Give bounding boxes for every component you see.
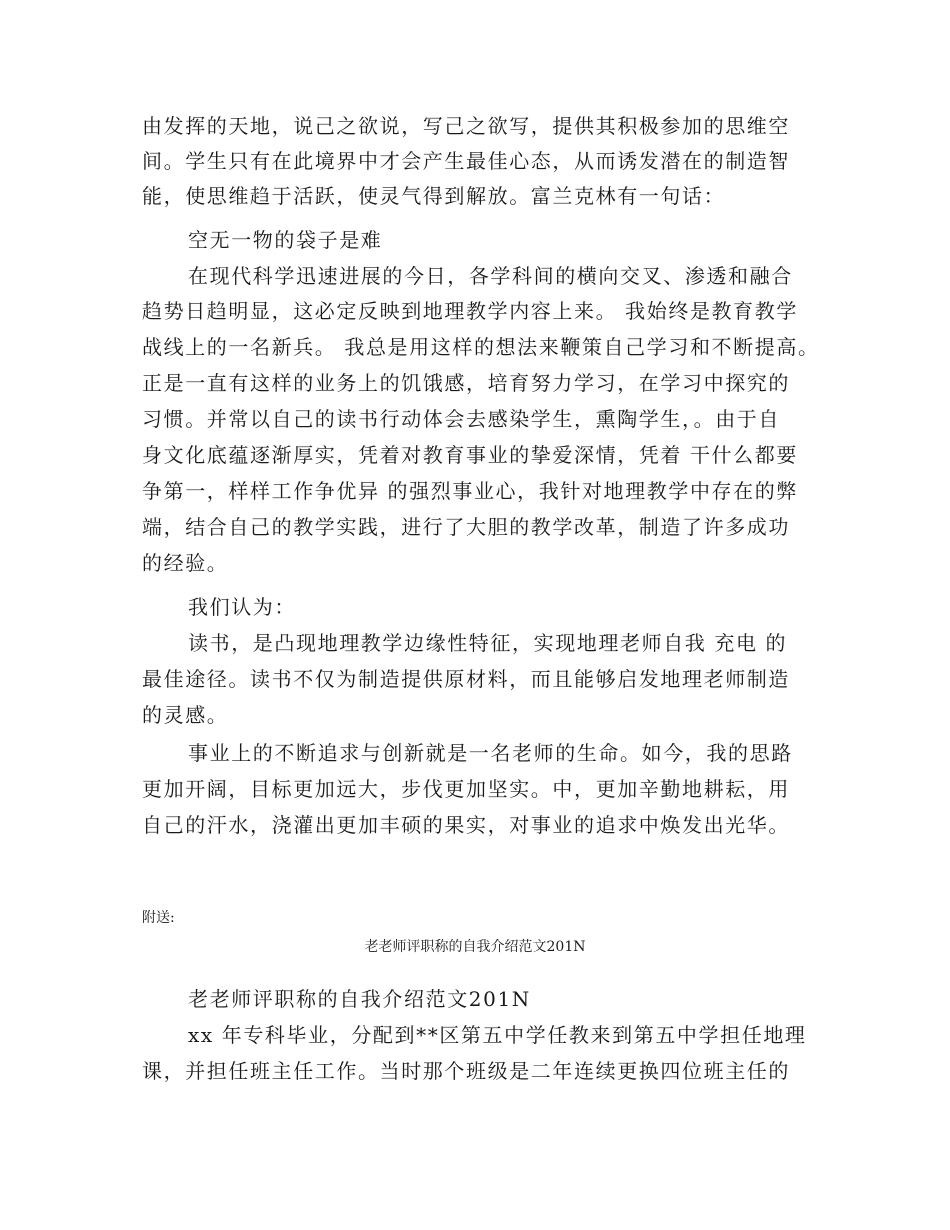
appendix-center-title: 老老师评职称的自我介绍范文201N — [364, 939, 586, 955]
paragraph-2-line-2: 趋势日趋明显，这必定反映到地理教学内容上来。 我始终是教育教学 — [142, 299, 798, 323]
paragraph-2-line-3: 战线上的一名新兵。 我总是用这样的想法来鞭策自己学习和不断提高。 — [142, 335, 820, 359]
paragraph-1-line-3: 能，使思维趋于活跃，使灵气得到解放。富兰克林有一句话： — [142, 184, 726, 208]
paragraph-3-line-1: 读书，是凸现地理教学边缘性特征，实现地理老师自我 充电 的 — [188, 631, 788, 655]
appendix-paragraph-line-1: xx 年专科毕业，分配到**区第五中学任教来到第五中学担任地理 — [188, 1023, 807, 1047]
appendix-section-heading: 老老师评职称的自我介绍范文201N — [188, 987, 531, 1011]
we-think-line: 我们认为： — [188, 595, 296, 619]
paragraph-3-line-2: 最佳途径。读书不仅为制造提供原材料，而且能够启发地理老师制造 — [142, 667, 790, 691]
paragraph-2-line-5: 习惯。并常以自己的读书行动体会去感染学生，熏陶学生，。由于自 — [142, 407, 780, 431]
appendix-paragraph-line-2: 课，并担任班主任工作。当时那个班级是二年连续更换四位班主任的 — [142, 1059, 790, 1083]
paragraph-4-line-1: 事业上的不断追求与创新就是一名老师的生命。如今，我的思路 — [188, 741, 793, 765]
paragraph-4-line-3: 自己的汗水，浇灌出更加丰硕的果实，对事业的追求中焕发出光华。 — [142, 813, 790, 837]
paragraph-4-line-2: 更加开阔，目标更加远大，步伐更加坚实。中，更加辛勤地耕耘，用 — [142, 777, 790, 801]
paragraph-2-line-4: 正是一直有这样的业务上的饥饿感，培育努力学习，在学习中探究的 — [142, 371, 790, 395]
quote-line: 空无一物的袋子是难 — [188, 228, 383, 252]
paragraph-1-line-2: 间。学生只有在此境界中才会产生最佳心态，从而诱发潜在的制造智 — [142, 149, 790, 173]
paragraph-2-line-1: 在现代科学迅速进展的今日，各学科间的横向交叉、渗透和融合 — [188, 264, 793, 288]
paragraph-1-line-1: 由发挥的天地，说己之欲说，写己之欲写，提供其积极参加的思维空 — [142, 114, 790, 138]
paragraph-2-line-6: 身文化底蕴逐渐厚实，凭着对教育事业的挚爱深情，凭着 干什么都要 — [142, 443, 798, 467]
paragraph-2-line-9: 的经验。 — [142, 551, 229, 575]
paragraph-2-line-7: 争第一，样样工作争优异 的强烈事业心，我针对地理教学中存在的弊 — [142, 479, 798, 503]
paragraph-3-line-3: 的灵感。 — [142, 703, 229, 727]
appendix-label: 附送: — [142, 910, 175, 926]
paragraph-2-line-8: 端，结合自己的教学实践，进行了大胆的教学改革，制造了许多成功 — [142, 515, 790, 539]
